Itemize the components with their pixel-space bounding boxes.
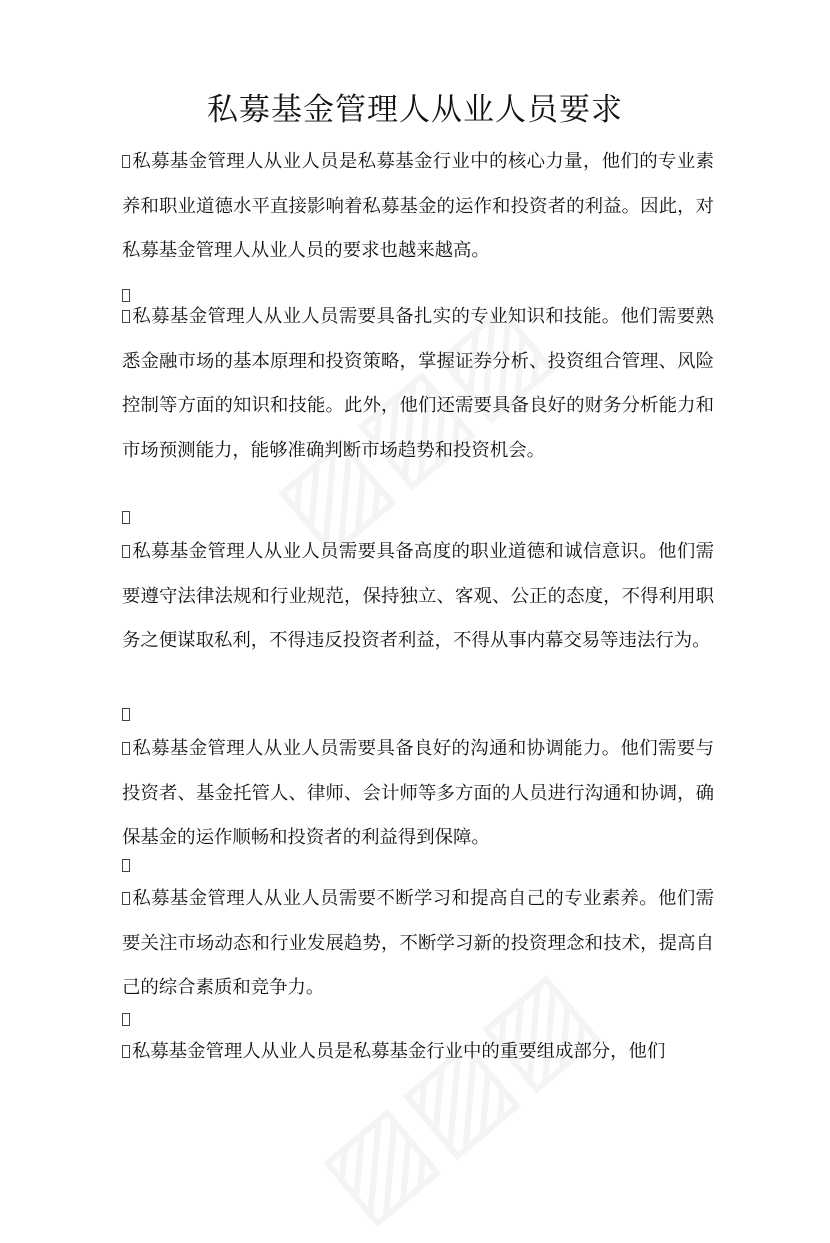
paragraph-1: 私募基金管理人从业人员是私募基金行业中的核心力量，他们的专业素养和职业道德水平直接影响着私募基金的运作和投资者的利益。因此，对私募基金管理人从业人员的要求也越来越高。 bbox=[122, 151, 714, 261]
paragraph-marker-icon bbox=[122, 892, 130, 905]
paragraph-marker-icon bbox=[122, 742, 130, 755]
paragraph-5: 私募基金管理人从业人员需要不断学习和提高自己的专业素养。他们需要关注市场动态和行业发展趋势，不断学习新的投资理念和技术，提高自己的综合素质和竞争力。 bbox=[122, 888, 714, 998]
empty-paragraph bbox=[122, 1010, 132, 1030]
paragraph-marker-icon bbox=[122, 155, 130, 168]
paragraph-4: 私募基金管理人从业人员需要具备良好的沟通和协调能力。他们需要与投资者、基金托管人、律师、会计师等多方面的人员进行沟通和协调，确保基金的运作顺畅和投资者的利益得到保障。 bbox=[122, 738, 714, 848]
empty-paragraph bbox=[122, 856, 132, 876]
paragraph-marker-icon bbox=[122, 1045, 130, 1058]
paragraph-6: 私募基金管理人从业人员是私募基金行业中的重要组成部分，他们 bbox=[122, 1030, 714, 1075]
empty-paragraph bbox=[122, 508, 132, 528]
empty-paragraph bbox=[122, 705, 132, 725]
document-title: 私募基金管理人从业人员要求 bbox=[207, 92, 623, 128]
paragraph-3: 私募基金管理人从业人员需要具备高度的职业道德和诚信意识。他们需要遵守法律法规和行业规范，保持独立、客观、公正的态度，不得利用职务之便谋取私利，不得违反投资者利益，不得从事内幕交易等违法行为。 bbox=[122, 541, 714, 651]
paragraph-marker-icon bbox=[122, 859, 130, 872]
paragraph-2: 私募基金管理人从业人员需要具备扎实的专业知识和技能。他们需要熟悉金融市场的基本原理和投资策略，掌握证券分析、投资组合管理、风险控制等方面的知识和技能。此外，他们还需要具备良好的财务分析能力和市场预测能力，能够准确判断市场趋势和投资机会。 bbox=[122, 306, 714, 461]
paragraph-marker-icon bbox=[122, 511, 130, 524]
paragraph-marker-icon bbox=[122, 708, 130, 721]
paragraph-marker-icon bbox=[122, 545, 130, 558]
paragraph-marker-icon bbox=[122, 1013, 130, 1026]
paragraph-marker-icon bbox=[122, 310, 130, 323]
